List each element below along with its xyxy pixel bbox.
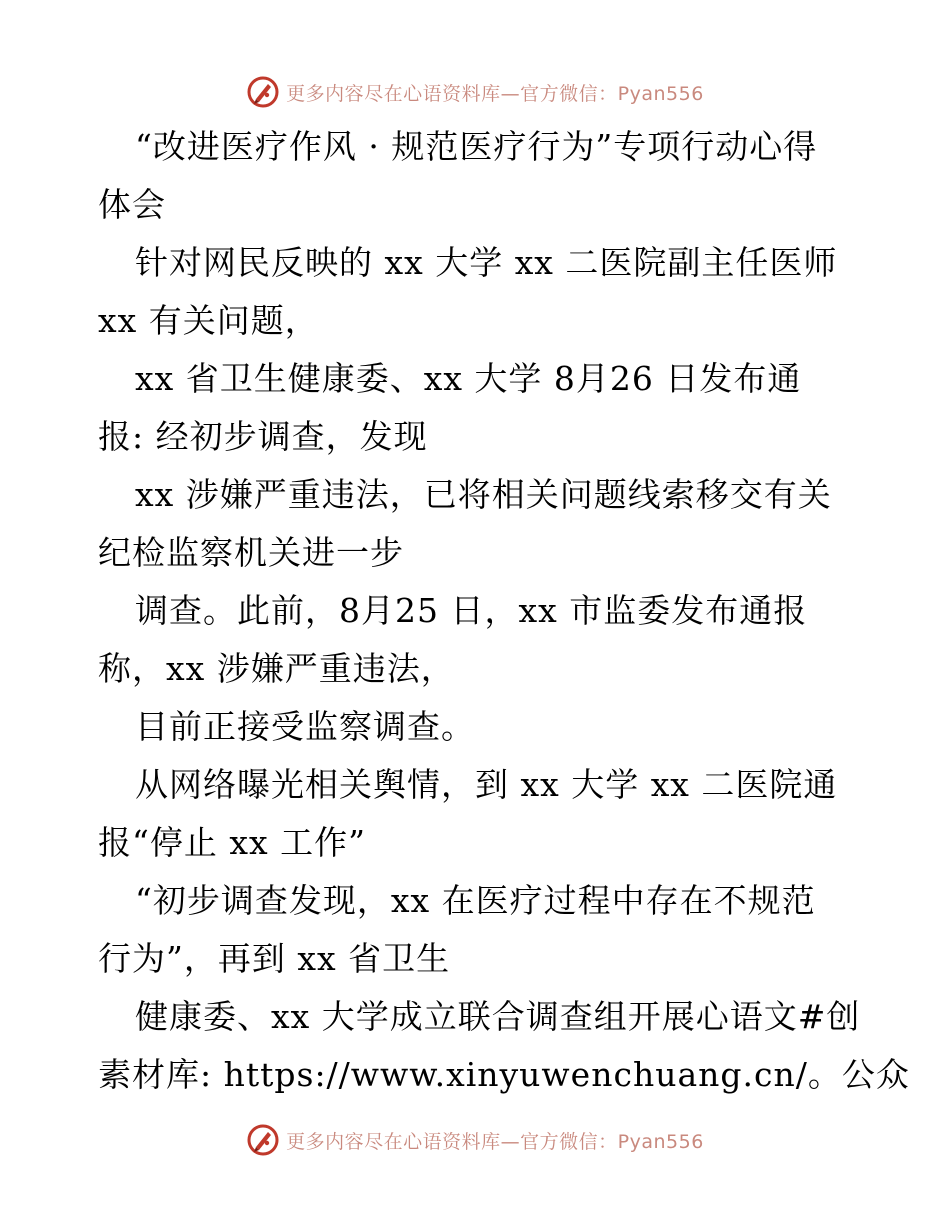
document-line: 称，xx 涉嫌严重违法， <box>98 649 455 688</box>
document-line: xx 涉嫌严重违法，已将相关问题线索移交有关 <box>135 475 832 514</box>
document-line: 行为”，再到 xx 省卫生 <box>98 939 451 978</box>
pen-logo-icon <box>246 1123 280 1157</box>
document-body <box>98 118 910 1104</box>
document-line: 目前正接受监察调查。 <box>135 707 475 746</box>
document-line: 素材库: https://www.xinyuwenchuang.cn/。公众 <box>98 1055 910 1094</box>
document-line: 报“停止 xx 工作” <box>98 823 366 862</box>
document-line: xx 省卫生健康委、xx 大学 8月26 日发布通 <box>135 359 802 398</box>
footer-banner-text: 更多内容尽在心语资料库—官方微信：Pyan556 <box>286 1130 704 1153</box>
footer-banner <box>0 1118 950 1162</box>
document-line: 报: 经初步调查，发现 <box>98 417 428 456</box>
document-line: 纪检监察机关进一步 <box>98 533 404 572</box>
document-line: 调查。此前，8月25 日，xx 市监委发布通报 <box>135 591 808 630</box>
document-line: “初步调查发现，xx 在医疗过程中存在不规范 <box>135 881 816 920</box>
document-line: xx 有关问题， <box>98 301 319 340</box>
document-line: 针对网民反映的 xx 大学 xx 二医院副主任医师 <box>135 243 838 282</box>
document-line: “改进医疗作风 · 规范医疗行为”专项行动心得 <box>135 127 818 166</box>
document-line: 体会 <box>98 185 166 224</box>
pen-logo-icon <box>246 75 280 109</box>
document-line: 从网络曝光相关舆情，到 xx 大学 xx 二医院通 <box>135 765 838 804</box>
header-banner <box>0 70 950 114</box>
document-line: 健康委、xx 大学成立联合调查组开展心语文#创 <box>135 997 861 1036</box>
header-banner-text: 更多内容尽在心语资料库—官方微信：Pyan556 <box>286 82 704 105</box>
